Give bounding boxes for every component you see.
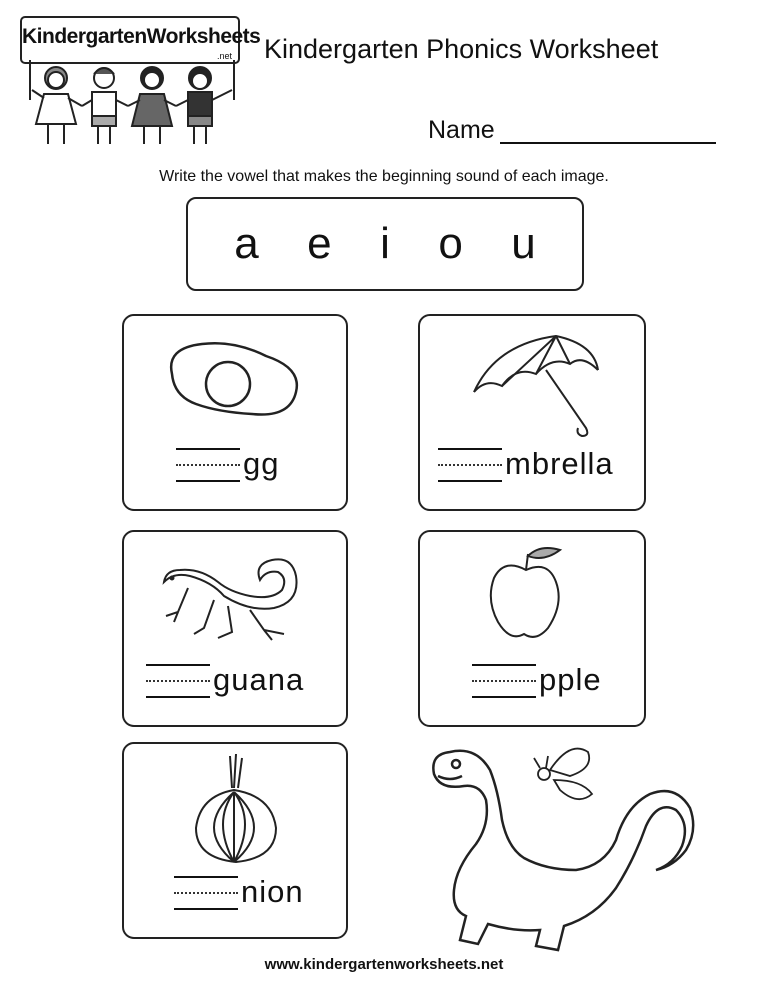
name-label: Name [428,116,495,144]
vowel-i: i [380,219,390,268]
word-suffix: nion [241,874,304,909]
egg-icon [162,334,306,424]
word-suffix: mbrella [505,446,614,481]
word-suffix: gg [243,446,280,481]
word-apple [472,662,602,698]
dinosaur-icon [420,740,700,954]
vowel-u: u [511,219,536,268]
answer-blank[interactable] [176,446,240,482]
card-apple [418,530,646,727]
onion-icon [190,752,282,870]
logo-suffix: .net [216,51,232,61]
card-egg [122,314,348,511]
logo-sign [20,16,261,64]
iguana-icon [154,552,314,652]
word-suffix: pple [539,662,602,697]
vowel-a: a [234,219,259,268]
page-title: Kindergarten Phonics Worksheet [264,34,659,64]
card-onion [122,742,348,939]
footer-url[interactable]: www.kindergartenworksheets.net [264,956,504,973]
umbrella-icon [466,330,606,440]
name-field[interactable] [500,142,716,144]
answer-blank[interactable] [472,662,536,698]
card-iguana [122,530,348,727]
word-umbrella [438,446,614,482]
vowel-o: o [438,219,463,268]
word-egg [176,446,279,482]
butterfly-icon [534,749,592,800]
word-iguana [146,662,304,698]
answer-blank[interactable] [174,874,238,910]
word-onion [174,874,304,910]
apple-icon [484,544,568,644]
kids-holding-sign-icon [28,60,238,148]
card-umbrella [418,314,646,511]
logo-text: KindergartenWorksheets [22,25,261,48]
vowel-e: e [307,219,332,268]
vowel-box [186,197,584,291]
word-suffix: guana [213,662,305,697]
answer-blank[interactable] [438,446,502,482]
instructions: Write the vowel that makes the beginning sound of each image. [159,168,609,185]
answer-blank[interactable] [146,662,210,698]
